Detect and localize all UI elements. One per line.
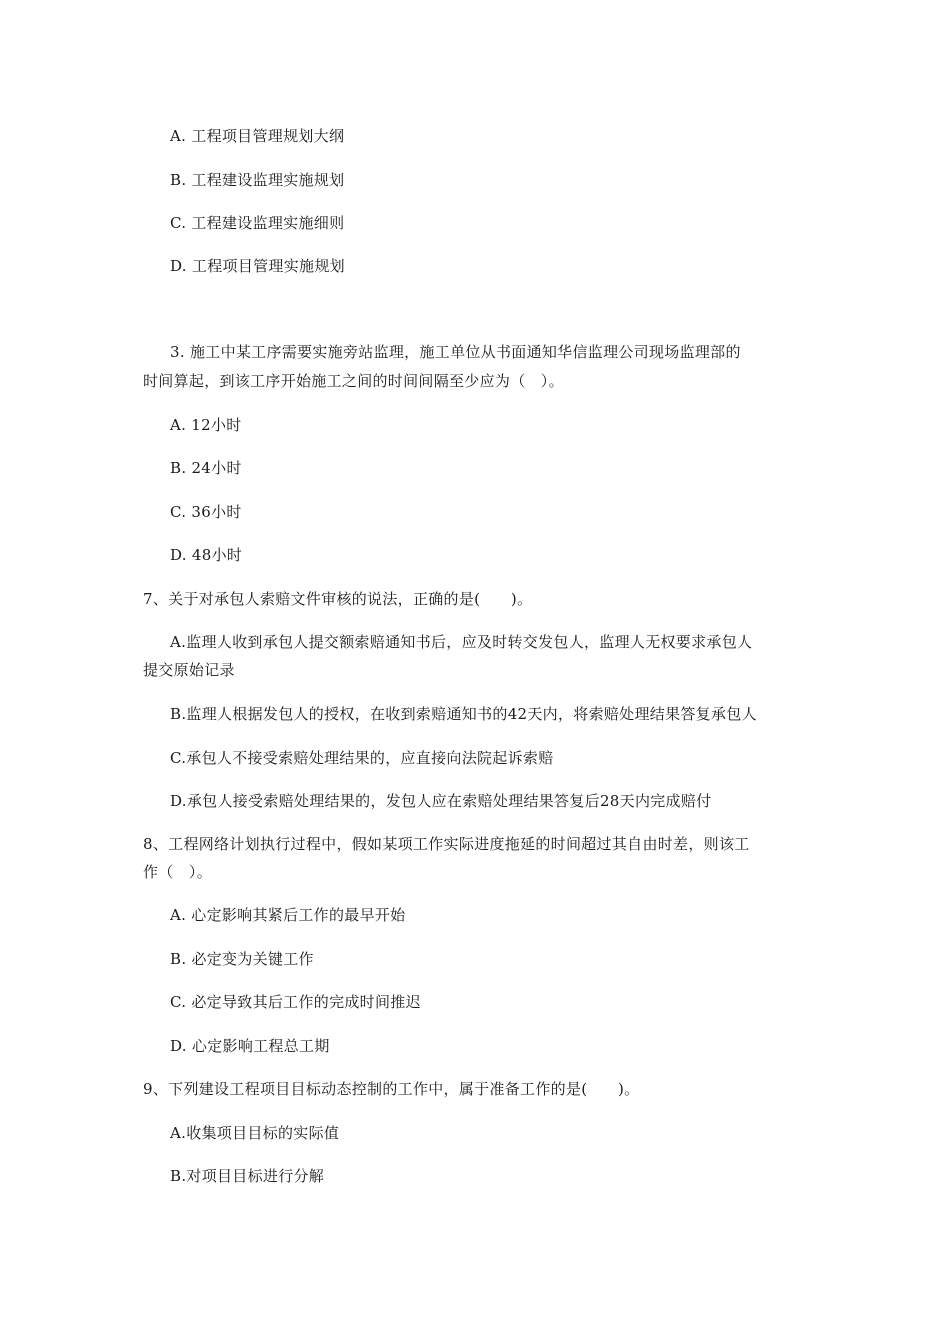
q3-option-d: D. 48小时 <box>170 546 243 564</box>
q8-option-b: B. 必定变为关键工作 <box>170 950 314 968</box>
option-d: D. 工程项目管理实施规划 <box>170 257 345 275</box>
q7-option-a-line2: 提交原始记录 <box>143 661 235 679</box>
q7-option-a-line1: A.监理人收到承包人提交额索赔通知书后，应及时转交发包人，监理人无权要求承包人 <box>170 633 753 651</box>
option-c: C. 工程建设监理实施细则 <box>170 214 345 232</box>
q8-stem-line1: 8、工程网络计划执行过程中，假如某项工作实际进度拖延的时间超过其自由时差，则该工 <box>143 835 750 853</box>
q3-option-a: A. 12小时 <box>170 416 242 434</box>
q8-stem-line2: 作（ ）。 <box>143 863 213 881</box>
q7-stem: 7、关于对承包人索赔文件审核的说法，正确的是( )。 <box>143 590 533 608</box>
q8-option-c: C. 必定导致其后工作的完成时间推迟 <box>170 993 421 1011</box>
option-b: B. 工程建设监理实施规划 <box>170 171 345 189</box>
q8-option-a: A. 心定影响其紧后工作的最早开始 <box>170 906 406 924</box>
q8-option-d: D. 心定影响工程总工期 <box>170 1037 330 1055</box>
q3-option-b: B. 24小时 <box>170 459 242 477</box>
option-a: A. 工程项目管理规划大纲 <box>170 127 345 145</box>
q3-stem-line2: 时间算起，到该工序开始施工之间的时间间隔至少应为（ ）。 <box>143 372 564 390</box>
q9-option-a: A.收集项目目标的实际值 <box>170 1124 340 1142</box>
q9-stem: 9、下列建设工程项目目标动态控制的工作中，属于准备工作的是( )。 <box>143 1080 640 1098</box>
q7-option-d: D.承包人接受索赔处理结果的，发包人应在索赔处理结果答复后28天内完成赔付 <box>170 792 712 810</box>
q3-stem-line1: 3. 施工中某工序需要实施旁站监理，施工单位从书面通知华信监理公司现场监理部的 <box>170 343 741 361</box>
q3-option-c: C. 36小时 <box>170 503 242 521</box>
q7-option-c: C.承包人不接受索赔处理结果的，应直接向法院起诉索赔 <box>170 749 554 767</box>
q9-option-b: B.对项目目标进行分解 <box>170 1167 325 1185</box>
q7-option-b: B.监理人根据发包人的授权，在收到索赔通知书的42天内，将索赔处理结果答复承包人 <box>170 705 757 723</box>
